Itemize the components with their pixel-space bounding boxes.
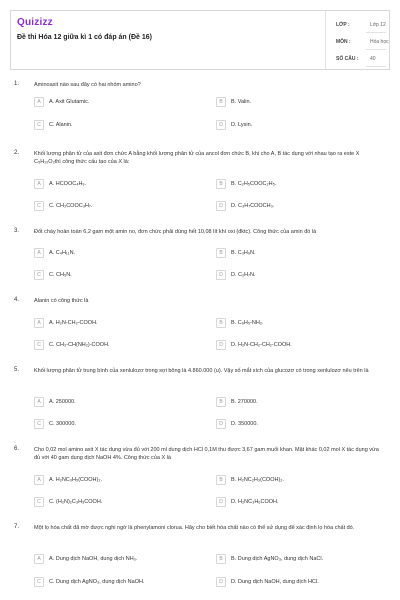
option-c[interactable] xyxy=(34,577,199,589)
option-text: B. C₃H₉N. xyxy=(231,250,256,256)
option-b[interactable] xyxy=(216,97,381,109)
question-number: 5. xyxy=(14,367,20,373)
meta-row-count xyxy=(326,51,392,68)
option-a[interactable] xyxy=(34,97,199,109)
option-letter: B xyxy=(216,248,226,258)
option-c[interactable] xyxy=(34,419,199,431)
meta-key: SỐ CÂU : xyxy=(336,56,359,62)
option-letter: A xyxy=(34,248,44,258)
option-c[interactable] xyxy=(34,270,199,282)
option-d[interactable] xyxy=(216,120,381,132)
option-text: A. H₂NC₃H₅(COOH)₂. xyxy=(49,477,103,483)
option-letter: D xyxy=(216,270,226,280)
option-text: C. Alanin. xyxy=(49,122,73,128)
option-b[interactable] xyxy=(216,248,381,260)
question-number: 7. xyxy=(14,524,20,530)
option-c[interactable] xyxy=(34,120,199,132)
option-letter: D xyxy=(216,340,226,350)
option-letter: A xyxy=(34,475,44,485)
option-letter: B xyxy=(216,179,226,189)
option-text: D. H₂N-CH₂-CH₂-COOH. xyxy=(231,342,292,348)
option-letter: C xyxy=(34,497,44,507)
option-d[interactable] xyxy=(216,270,381,282)
option-text: B. Valin. xyxy=(231,99,252,105)
option-d[interactable] xyxy=(216,419,381,431)
option-letter: B xyxy=(216,97,226,107)
option-b[interactable] xyxy=(216,318,381,330)
option-letter: D xyxy=(216,201,226,211)
option-text: B. 270000. xyxy=(231,399,258,405)
option-text: B. Dung dịch AgNO₃, dung dịch NaCl. xyxy=(231,556,324,562)
option-text: C. 300000. xyxy=(49,421,76,427)
option-a[interactable] xyxy=(34,179,199,191)
option-letter: D xyxy=(216,497,226,507)
question-number: 2. xyxy=(14,150,20,156)
option-text: D. H₂NC₃H₆COOH. xyxy=(231,499,279,505)
option-text: A. Axit Glutamic. xyxy=(49,99,90,105)
option-letter: A xyxy=(34,97,44,107)
option-b[interactable] xyxy=(216,179,381,191)
question-text: Đốt cháy hoàn toàn 6,2 gam một amin no, đơn chức phải dùng hết 10,08 lít khí oxi (đktc). Công thức của amin đó là xyxy=(34,229,317,235)
option-text: A. C₄H₁₁N. xyxy=(49,250,76,256)
option-letter: D xyxy=(216,419,226,429)
meta-value: Hóa học xyxy=(370,39,389,45)
option-a[interactable] xyxy=(34,318,199,330)
option-letter: A xyxy=(34,318,44,328)
option-text: D. Lysin. xyxy=(231,122,253,128)
option-d[interactable] xyxy=(216,201,381,213)
option-a[interactable] xyxy=(34,475,199,487)
option-text: C. CH₃-CH(NH₂)-COOH. xyxy=(49,342,110,348)
question-text: Cho 0,02 mol amino axit X tác dụng vừa đủ với 200 ml dung dịch HCl 0,1M thu được 3,67 gam muối khan. Mặt khác 0,02 mol X tác dụng vừa đủ với 40 gam dung dịch NaOH 4%. Công thức của X là xyxy=(34,447,379,461)
option-letter: B xyxy=(216,475,226,485)
option-text: C. (H₂N)₂C₃H₅COOH. xyxy=(49,499,103,505)
option-text: D. Dung dịch NaOH, dung dịch HCl. xyxy=(231,579,319,585)
option-text: D. C₂H₇N. xyxy=(231,272,256,278)
question-number: 1. xyxy=(14,81,20,87)
quizizz-logo: Quizizz xyxy=(17,17,53,28)
option-a[interactable] xyxy=(34,397,199,409)
question-text: Một lọ hóa chất đã mờ được nghi ngờ là phenylamoni clorua. Hãy cho biết hóa chất nào có thể sử dụng để xác định lọ hóa chất đó. xyxy=(34,525,355,531)
option-text: A. HCOOC₄H₉. xyxy=(49,181,87,187)
option-letter: D xyxy=(216,577,226,587)
question-text: Alanin có công thức là xyxy=(34,298,89,304)
question-number: 6. xyxy=(14,446,20,452)
option-c[interactable] xyxy=(34,201,199,213)
option-text: D. 350000. xyxy=(231,421,258,427)
option-c[interactable] xyxy=(34,497,199,509)
meta-key: MÔN : xyxy=(336,39,351,45)
option-text: C. CH₅N. xyxy=(49,272,72,278)
meta-divider xyxy=(366,49,386,50)
option-d[interactable] xyxy=(216,340,381,352)
question-number: 3. xyxy=(14,228,20,234)
option-letter: B xyxy=(216,318,226,328)
question-number: 4. xyxy=(14,297,20,303)
option-d[interactable] xyxy=(216,577,381,589)
worksheet-title: Đề thi Hóa 12 giữa kì 1 có đáp án (Đề 16) xyxy=(17,34,152,41)
option-a[interactable] xyxy=(34,554,199,566)
option-c[interactable] xyxy=(34,340,199,352)
option-b[interactable] xyxy=(216,475,381,487)
option-letter: C xyxy=(34,577,44,587)
option-letter: B xyxy=(216,554,226,564)
worksheet-header xyxy=(10,10,390,70)
option-text: A. 250000. xyxy=(49,399,76,405)
option-text: C. CH₃COOC₃H₇. xyxy=(49,203,93,209)
option-letter: C xyxy=(34,201,44,211)
meta-key: LỚP : xyxy=(336,22,350,28)
option-text: B. C₂H₅COOC₂H₅. xyxy=(231,181,277,187)
option-d[interactable] xyxy=(216,497,381,509)
option-letter: C xyxy=(34,120,44,130)
option-text: C. Dung dịch AgNO₃, dung dịch NaOH. xyxy=(49,579,145,585)
option-text: A. H₂N-CH₂-COOH. xyxy=(49,320,98,326)
option-letter: A xyxy=(34,397,44,407)
option-letter: C xyxy=(34,270,44,280)
question-text: Khối lượng phân tử của axit đơn chức A bằng khối lượng phân tử của ancol đơn chức B, khi cho A, B tác dụng với nhau tạo ra este X C₅H₁₀O₂thì công thức cấu tạo của X là: xyxy=(34,151,360,165)
option-b[interactable] xyxy=(216,397,381,409)
option-text: B. C₆H₅-NH₂. xyxy=(231,320,264,326)
meta-divider xyxy=(366,32,386,33)
option-letter: A xyxy=(34,554,44,564)
meta-divider xyxy=(366,66,386,67)
meta-row-subject xyxy=(326,34,392,51)
question-text: Khối lượng phân tử trung bình của xenlulozơ trong sợi bông là 4.860.000 (u). Vậy số mắt xích của glucozơ có trong xenlulozơ nêu trên là xyxy=(34,368,369,374)
option-letter: C xyxy=(34,419,44,429)
option-text: D. C₃H₇COOCH₃. xyxy=(231,203,275,209)
option-text: B. H₂NC₂H₃(COOH)₂. xyxy=(231,477,284,483)
option-letter: B xyxy=(216,397,226,407)
option-letter: C xyxy=(34,340,44,350)
option-letter: A xyxy=(34,179,44,189)
option-letter: D xyxy=(216,120,226,130)
option-text: A. Dung dịch NaOH, dung dịch NH₃. xyxy=(49,556,138,562)
meta-value: 40 xyxy=(370,56,376,62)
meta-value: Lớp 12 xyxy=(370,22,386,28)
question-text: Aminoaxit nào sau đây có hai nhóm amino? xyxy=(34,82,141,88)
meta-row-class xyxy=(326,17,392,34)
option-a[interactable] xyxy=(34,248,199,260)
option-b[interactable] xyxy=(216,554,381,566)
worksheet-meta xyxy=(325,11,391,69)
